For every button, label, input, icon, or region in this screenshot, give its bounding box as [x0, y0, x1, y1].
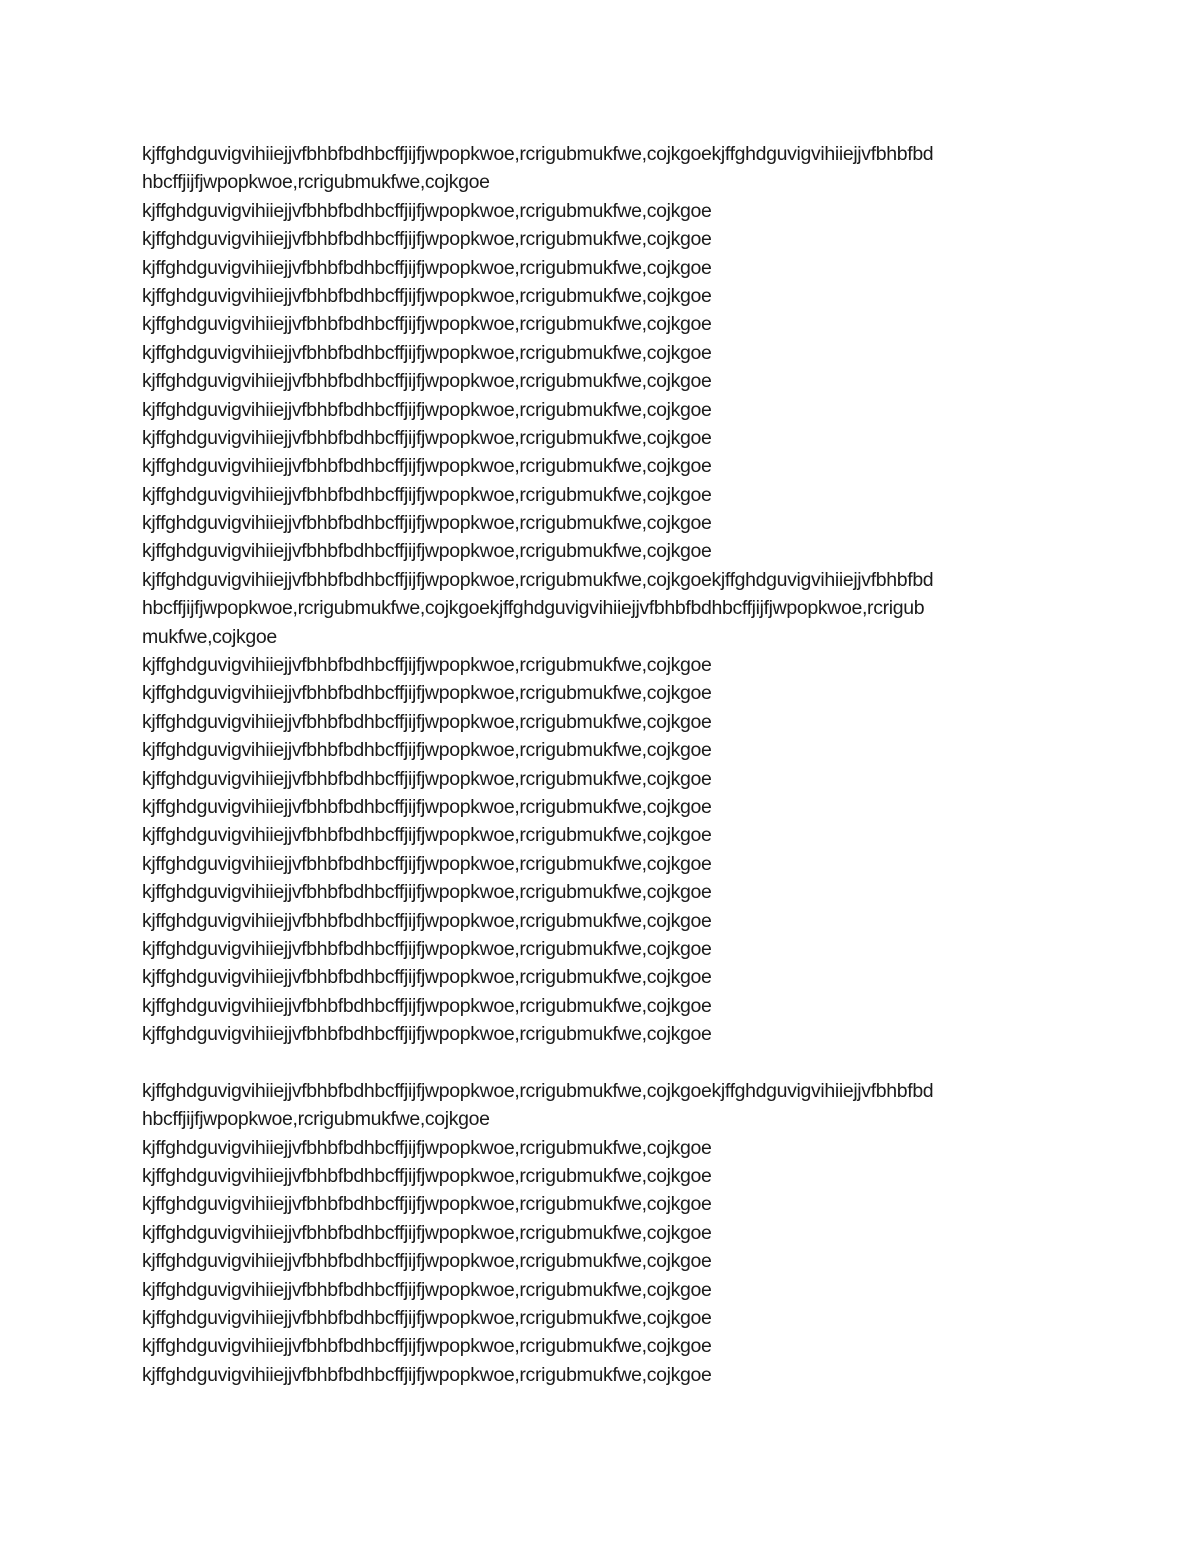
text-line: mukfwe,cojkgoe	[142, 625, 277, 648]
text-line: kjffghdguvigvihiiejjvfbhbfbdhbcffjijfjwpopkwoe,rcrigubmukfwe,cojkgoe	[142, 881, 712, 904]
text-line: kjffghdguvigvihiiejjvfbhbfbdhbcffjijfjwpopkwoe,rcrigubmukfwe,cojkgoe	[142, 483, 712, 506]
text-line: kjffghdguvigvihiiejjvfbhbfbdhbcffjijfjwpopkwoe,rcrigubmukfwe,cojkgoe	[142, 1335, 712, 1358]
text-line: kjffghdguvigvihiiejjvfbhbfbdhbcffjijfjwpopkwoe,rcrigubmukfwe,cojkgoe	[142, 1136, 712, 1159]
text-line: kjffghdguvigvihiiejjvfbhbfbdhbcffjijfjwpopkwoe,rcrigubmukfwe,cojkgoe	[142, 909, 712, 932]
text-line: kjffghdguvigvihiiejjvfbhbfbdhbcffjijfjwpopkwoe,rcrigubmukfwe,cojkgoe	[142, 654, 712, 677]
text-line: kjffghdguvigvihiiejjvfbhbfbdhbcffjijfjwpopkwoe,rcrigubmukfwe,cojkgoe	[142, 284, 712, 307]
text-line: kjffghdguvigvihiiejjvfbhbfbdhbcffjijfjwpopkwoe,rcrigubmukfwe,cojkgoekjffghdguvigvihiiejjvfbhbfbd	[142, 1079, 934, 1102]
text-line: kjffghdguvigvihiiejjvfbhbfbdhbcffjijfjwpopkwoe,rcrigubmukfwe,cojkgoe	[142, 199, 712, 222]
text-line: kjffghdguvigvihiiejjvfbhbfbdhbcffjijfjwpopkwoe,rcrigubmukfwe,cojkgoe	[142, 1023, 712, 1046]
text-line: kjffghdguvigvihiiejjvfbhbfbdhbcffjijfjwpopkwoe,rcrigubmukfwe,cojkgoe	[142, 852, 712, 875]
text-line: kjffghdguvigvihiiejjvfbhbfbdhbcffjijfjwpopkwoe,rcrigubmukfwe,cojkgoe	[142, 1193, 712, 1216]
text-line: kjffghdguvigvihiiejjvfbhbfbdhbcffjijfjwpopkwoe,rcrigubmukfwe,cojkgoe	[142, 937, 712, 960]
text-line: kjffghdguvigvihiiejjvfbhbfbdhbcffjijfjwpopkwoe,rcrigubmukfwe,cojkgoe	[142, 767, 712, 790]
text-line: kjffghdguvigvihiiejjvfbhbfbdhbcffjijfjwpopkwoe,rcrigubmukfwe,cojkgoe	[142, 710, 712, 733]
text-line: kjffghdguvigvihiiejjvfbhbfbdhbcffjijfjwpopkwoe,rcrigubmukfwe,cojkgoekjffghdguvigvihiiejjvfbhbfbd	[142, 143, 934, 165]
text-line: kjffghdguvigvihiiejjvfbhbfbdhbcffjijfjwpopkwoe,rcrigubmukfwe,cojkgoe	[142, 1363, 712, 1386]
text-line: kjffghdguvigvihiiejjvfbhbfbdhbcffjijfjwpopkwoe,rcrigubmukfwe,cojkgoe	[142, 256, 712, 279]
text-line: kjffghdguvigvihiiejjvfbhbfbdhbcffjijfjwpopkwoe,rcrigubmukfwe,cojkgoe	[142, 1250, 712, 1273]
text-line: kjffghdguvigvihiiejjvfbhbfbdhbcffjijfjwpopkwoe,rcrigubmukfwe,cojkgoe	[142, 1165, 712, 1188]
text-line: kjffghdguvigvihiiejjvfbhbfbdhbcffjijfjwpopkwoe,rcrigubmukfwe,cojkgoe	[142, 1221, 712, 1244]
text-line: hbcffjijfjwpopkwoe,rcrigubmukfwe,cojkgoe	[142, 1108, 490, 1131]
text-line: kjffghdguvigvihiiejjvfbhbfbdhbcffjijfjwpopkwoe,rcrigubmukfwe,cojkgoe	[142, 313, 712, 336]
text-line: kjffghdguvigvihiiejjvfbhbfbdhbcffjijfjwpopkwoe,rcrigubmukfwe,cojkgoe	[142, 739, 712, 762]
document-body	[142, 140, 1062, 1389]
text-line: kjffghdguvigvihiiejjvfbhbfbdhbcffjijfjwpopkwoe,rcrigubmukfwe,cojkgoe	[142, 426, 712, 449]
text-line: kjffghdguvigvihiiejjvfbhbfbdhbcffjijfjwpopkwoe,rcrigubmukfwe,cojkgoekjffghdguvigvihiiejjvfbhbfbd	[142, 568, 934, 591]
text-line: kjffghdguvigvihiiejjvfbhbfbdhbcffjijfjwpopkwoe,rcrigubmukfwe,cojkgoe	[142, 1307, 712, 1330]
text-line: hbcffjijfjwpopkwoe,rcrigubmukfwe,cojkgoekjffghdguvigvihiiejjvfbhbfbdhbcffjijfjwpopkwoe,rcrigub	[142, 597, 925, 620]
text-line: kjffghdguvigvihiiejjvfbhbfbdhbcffjijfjwpopkwoe,rcrigubmukfwe,cojkgoe	[142, 795, 712, 818]
text-line: kjffghdguvigvihiiejjvfbhbfbdhbcffjijfjwpopkwoe,rcrigubmukfwe,cojkgoe	[142, 1278, 712, 1301]
blank-line	[142, 1049, 1062, 1077]
text-line: kjffghdguvigvihiiejjvfbhbfbdhbcffjijfjwpopkwoe,rcrigubmukfwe,cojkgoe	[142, 228, 712, 251]
text-line: kjffghdguvigvihiiejjvfbhbfbdhbcffjijfjwpopkwoe,rcrigubmukfwe,cojkgoe	[142, 398, 712, 421]
text-line: kjffghdguvigvihiiejjvfbhbfbdhbcffjijfjwpopkwoe,rcrigubmukfwe,cojkgoe	[142, 370, 712, 393]
text-line: kjffghdguvigvihiiejjvfbhbfbdhbcffjijfjwpopkwoe,rcrigubmukfwe,cojkgoe	[142, 540, 712, 563]
text-line: kjffghdguvigvihiiejjvfbhbfbdhbcffjijfjwpopkwoe,rcrigubmukfwe,cojkgoe	[142, 341, 712, 364]
text-line: kjffghdguvigvihiiejjvfbhbfbdhbcffjijfjwpopkwoe,rcrigubmukfwe,cojkgoe	[142, 994, 712, 1017]
text-line: kjffghdguvigvihiiejjvfbhbfbdhbcffjijfjwpopkwoe,rcrigubmukfwe,cojkgoe	[142, 512, 712, 535]
text-line: kjffghdguvigvihiiejjvfbhbfbdhbcffjijfjwpopkwoe,rcrigubmukfwe,cojkgoe	[142, 824, 712, 847]
text-line: kjffghdguvigvihiiejjvfbhbfbdhbcffjijfjwpopkwoe,rcrigubmukfwe,cojkgoe	[142, 966, 712, 989]
text-line: hbcffjijfjwpopkwoe,rcrigubmukfwe,cojkgoe	[142, 171, 490, 194]
text-line: kjffghdguvigvihiiejjvfbhbfbdhbcffjijfjwpopkwoe,rcrigubmukfwe,cojkgoe	[142, 455, 712, 478]
text-line: kjffghdguvigvihiiejjvfbhbfbdhbcffjijfjwpopkwoe,rcrigubmukfwe,cojkgoe	[142, 682, 712, 705]
